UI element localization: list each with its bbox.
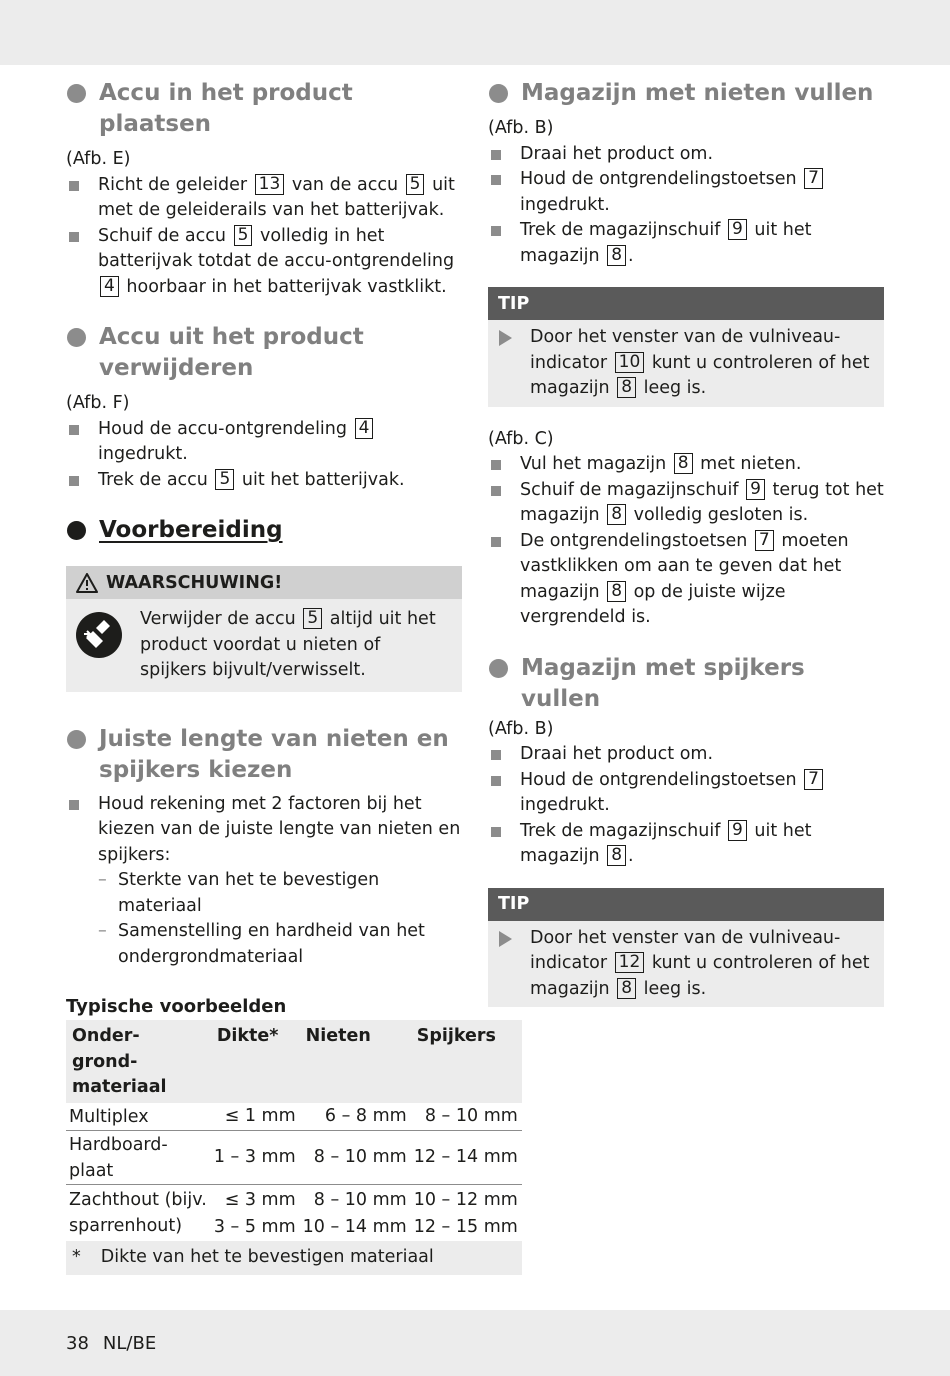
list-item: Draai het product om. [488,142,884,168]
page-number: 38 [66,1333,89,1354]
table-row: Multiplex ≤ 1 mm 6 – 8 mm 8 – 10 mm [66,1103,522,1131]
bullet-dot-icon [67,521,86,540]
warning-triangle-icon [76,573,98,593]
instruction-list [488,742,884,870]
instruction-list [488,142,884,270]
list-item: Houd rekening met 2 factoren bij het kiezen van de juiste lengte van nieten en spijkers: [66,792,462,869]
section-heading-spijkers-vullen: Magazijn met spijkers vullen [488,653,884,715]
language-code: NL/BE [102,1333,157,1354]
play-arrow-icon [499,330,512,346]
bullet-dot-icon [67,328,86,347]
part-number: 8 [607,581,626,602]
list-item: Houd de ontgrendelingstoetsen 7 ingedrukt. [488,768,884,819]
sub-list [98,868,462,970]
part-number: 5 [406,174,425,195]
table-header: Nieten [300,1020,411,1103]
header-bar [0,0,950,65]
part-number: 7 [755,530,774,551]
instruction-list [66,173,462,301]
table-header: Onder- grond- materiaal [66,1020,211,1103]
part-number: 8 [607,504,626,525]
table-header: Spijkers [411,1020,522,1103]
warning-text: Verwijder de accu 5 altijd uit het product voordat u nieten of spijkers bijvult/verwisselt. [140,608,436,680]
part-number: 8 [617,978,636,999]
section-heading-nieten-vullen: Magazijn met nieten vullen [488,78,884,109]
part-number: 9 [728,820,747,841]
table-note-row: * Dikte van het te bevestigen materiaal [66,1241,522,1275]
bullet-dot-icon [67,730,86,749]
left-column [66,78,518,1275]
section-heading-accu-verwijderen: Accu uit het product verwijderen [66,322,462,384]
part-number: 10 [615,352,645,373]
list-item: Draai het product om. [488,742,884,768]
list-item: Trek de accu 5 uit het batterijvak. [66,468,462,494]
right-column [488,78,884,1007]
examples-table [66,1020,522,1275]
warning-header: WAARSCHUWING! [66,566,462,599]
table-row: Zachthout (bijv. ≤ 3 mm 8 – 10 mm 10 – 12 mm [69,1190,518,1210]
figure-ref: (Afb. C) [488,428,554,449]
list-item: Richt de geleider 13 van de accu 5 uit met de geleiderails van het batterijvak. [66,173,462,224]
tip-header: TIP [488,888,884,921]
section-heading-accu-plaatsen: Accu in het product plaatsen [66,78,462,140]
figure-ref: (Afb. F) [66,393,130,413]
figure-ref: (Afb. E) [66,149,131,169]
play-arrow-icon [499,931,512,947]
part-number: 7 [804,168,823,189]
tip-text: Door het venster van de vulniveau-indicator 12 kunt u controleren of het magazijn 8 leeg is. [488,921,884,1008]
disconnect-battery-icon [74,610,124,660]
part-number: 13 [255,174,285,195]
instruction-list [488,452,884,631]
part-number: 7 [804,769,823,790]
part-number: 8 [607,845,626,866]
bullet-dot-icon [489,84,508,103]
part-number: 9 [728,219,747,240]
instruction-list [66,417,462,494]
table-row: sparrenhout) 3 – 5 mm 10 – 14 mm 12 – 15 mm [69,1215,518,1237]
table-header: Dikte* [211,1020,300,1103]
part-number: 5 [303,608,322,629]
tip-box [488,287,884,407]
tip-text: Door het venster van de vulniveau-indicator 10 kunt u controleren of het magazijn 8 leeg is. [488,320,884,407]
list-item: Vul het magazijn 8 met nieten. [488,452,884,478]
tip-box [488,888,884,1008]
table-header-row [66,1020,522,1103]
section-heading-voorbereiding: Voorbereiding [66,515,462,546]
list-item: Schuif de accu 5 volledig in het batterijvak totdat de accu-ontgrendeling 4 hoorbaar in het batterijvak vastklikt. [66,224,462,301]
part-number: 9 [746,479,765,500]
part-number: 4 [100,276,119,297]
figure-ref: (Afb. B) [488,118,554,138]
list-item: De ontgrendelingstoetsen 7 moeten vastklikken om aan te geven dat het magazijn 8 op de juiste wijze vergrendeld is. [488,529,884,631]
section-heading-juiste-lengte: Juiste lengte van nieten en spijkers kiezen [66,724,462,786]
list-item: Houd de accu-ontgrendeling 4 ingedrukt. [66,417,462,468]
table-row: Hardboard- plaat 1 – 3 mm 8 – 10 mm 12 – 14 mm [66,1131,522,1185]
list-item: – Sterkte van het te bevestigen materiaal [98,868,462,919]
part-number: 8 [674,453,693,474]
bullet-dot-icon [489,659,508,678]
part-number: 5 [215,469,234,490]
part-number: 8 [617,377,636,398]
instruction-list [66,792,462,869]
page-footer [66,1333,156,1354]
part-number: 4 [355,418,374,439]
list-item: Trek de magazijnschuif 9 uit het magazijn 8 . [488,819,884,870]
list-item: Houd de ontgrendelingstoetsen 7 ingedrukt. [488,167,884,218]
part-number: 12 [615,952,645,973]
bullet-dot-icon [67,84,86,103]
part-number: 5 [234,225,253,246]
list-item: – Samenstelling en hardheid van het ondergrondmateriaal [98,919,462,970]
list-item: Schuif de magazijnschuif 9 terug tot het magazijn 8 volledig gesloten is. [488,478,884,529]
list-item: Trek de magazijnschuif 9 uit het magazijn 8 . [488,218,884,269]
tip-header: TIP [488,287,884,320]
table-title: Typische voorbeelden [66,996,287,1017]
part-number: 8 [607,245,626,266]
warning-box [66,566,462,692]
figure-ref: (Afb. B) [488,718,554,739]
